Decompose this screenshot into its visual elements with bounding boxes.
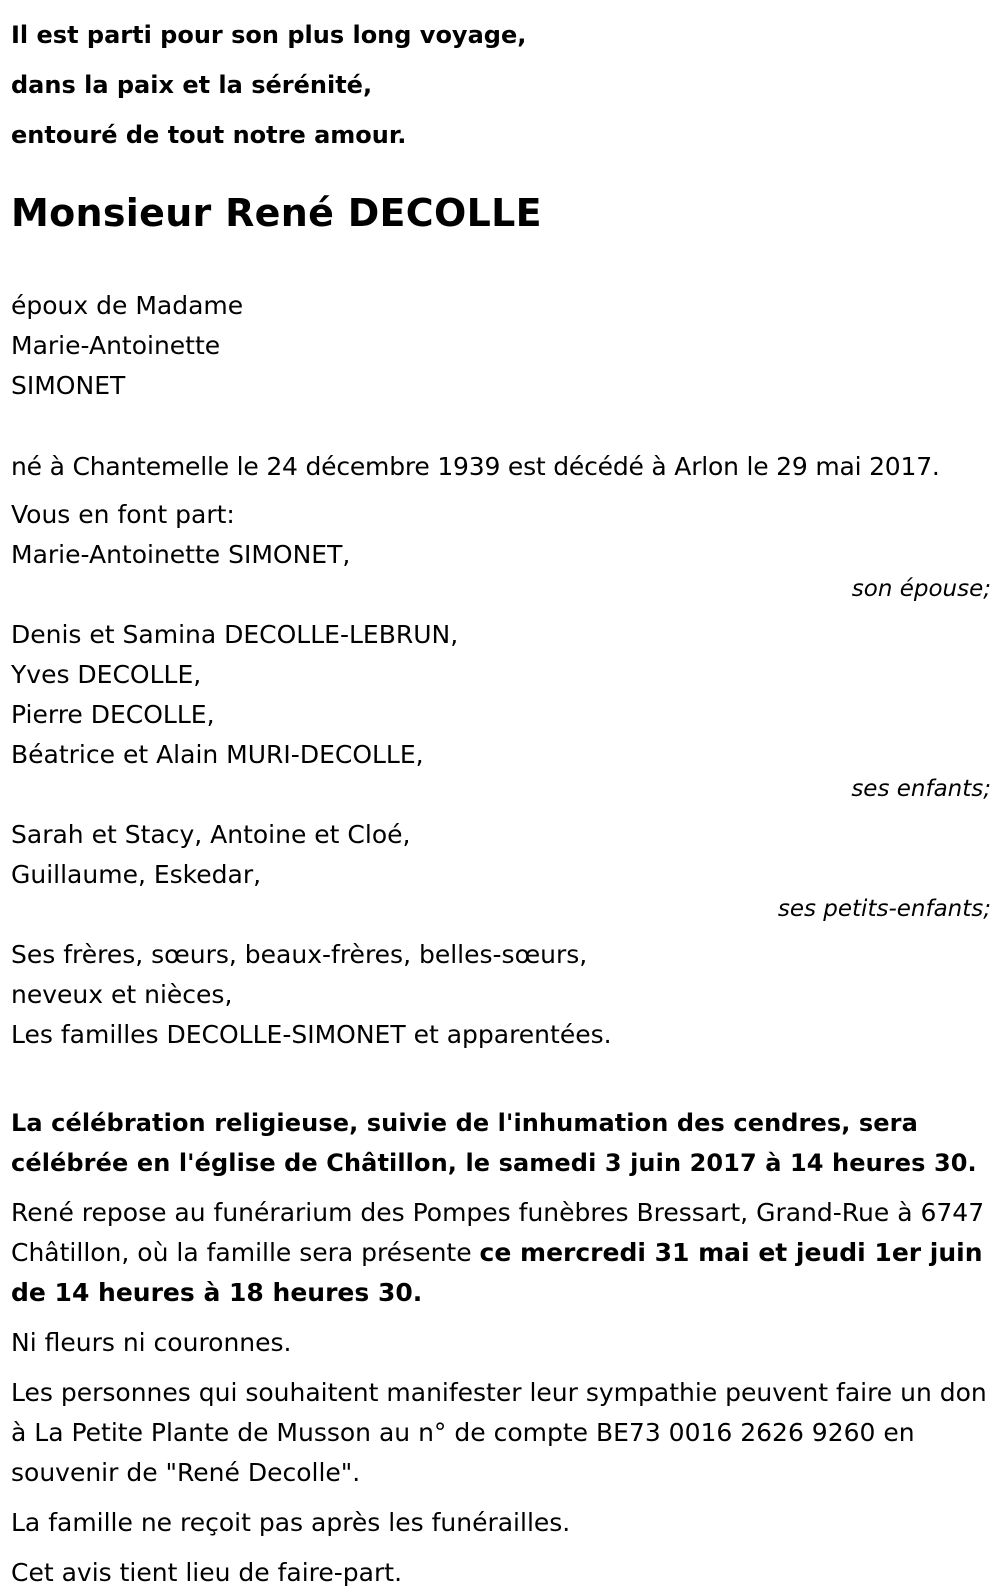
intro-line: Il est parti pour son plus long voyage, (11, 21, 527, 49)
family-name: Pierre DECOLLE, (11, 700, 215, 729)
relation-label: ses enfants; (851, 776, 991, 802)
family-name: Marie-Antoinette SIMONET, (11, 540, 351, 569)
intro-verse (11, 0, 991, 160)
ceremony-paragraph: La célébration religieuse, suivie de l'inhumation des cendres, sera célébrée en l'église de Châtillon, le samedi 3 juin 2017 à 14 heures 30. (11, 1109, 977, 1177)
funerarium-text: René repose au funérarium des Pompes funèbres Bressart, Grand-Rue à 6747 Châtillon, où la famille sera présente (11, 1198, 985, 1267)
visiting-hours: ce mercredi 31 mai et jeudi 1er juin de 14 heures à 18 heures 30. (11, 1238, 983, 1307)
family-name: Guillaume, Eskedar, (11, 860, 262, 889)
spouse-line: SIMONET (11, 371, 126, 400)
spouse-line: époux de Madame (11, 291, 244, 320)
funerarium-paragraph (11, 1193, 991, 1313)
relation-label: son épouse; (851, 576, 991, 602)
extended-family-group (11, 935, 991, 1055)
children-group (11, 615, 991, 803)
no-flowers-paragraph: Ni fleurs ni couronnes. (11, 1328, 292, 1357)
notice-paragraph: Cet avis tient lieu de faire-part. (11, 1558, 403, 1587)
deceased-name: Monsieur René DECOLLE (11, 191, 542, 235)
spouse-info (11, 286, 991, 406)
family-name: Béatrice et Alain MURI-DECOLLE, (11, 740, 424, 769)
announcement-list (11, 495, 991, 1055)
birth-death-line: né à Chantemelle le 24 décembre 1939 est décédé à Arlon le 29 mai 2017. (11, 452, 940, 481)
grandchildren-group (11, 815, 991, 923)
family-name: Sarah et Stacy, Antoine et Cloé, (11, 820, 411, 849)
intro-line: dans la paix et la sérénité, (11, 71, 373, 99)
relation-label: ses petits-enfants; (777, 896, 991, 922)
death-notice (11, 0, 991, 1593)
family-name: Denis et Samina DECOLLE-LEBRUN, (11, 620, 459, 649)
intro-line: entouré de tout notre amour. (11, 121, 407, 149)
family-line: Les familles DECOLLE-SIMONET et apparentées. (11, 1020, 612, 1049)
family-name: Yves DECOLLE, (11, 660, 202, 689)
ceremony-details (11, 1103, 991, 1593)
donation-paragraph: Les personnes qui souhaitent manifester leur sympathie peuvent faire un don à La Petite Plante de Musson au n° de compte BE73 0016 2626 9260 en souvenir de "René Decolle". (11, 1378, 987, 1487)
announce-intro: Vous en font part: (11, 500, 235, 529)
family-line: neveux et nièces, (11, 980, 233, 1009)
spouse-line: Marie-Antoinette (11, 331, 221, 360)
no-reception-paragraph: La famille ne reçoit pas après les funérailles. (11, 1508, 571, 1537)
family-line: Ses frères, sœurs, beaux-frères, belles-sœurs, (11, 940, 588, 969)
spouse-group (11, 535, 991, 603)
